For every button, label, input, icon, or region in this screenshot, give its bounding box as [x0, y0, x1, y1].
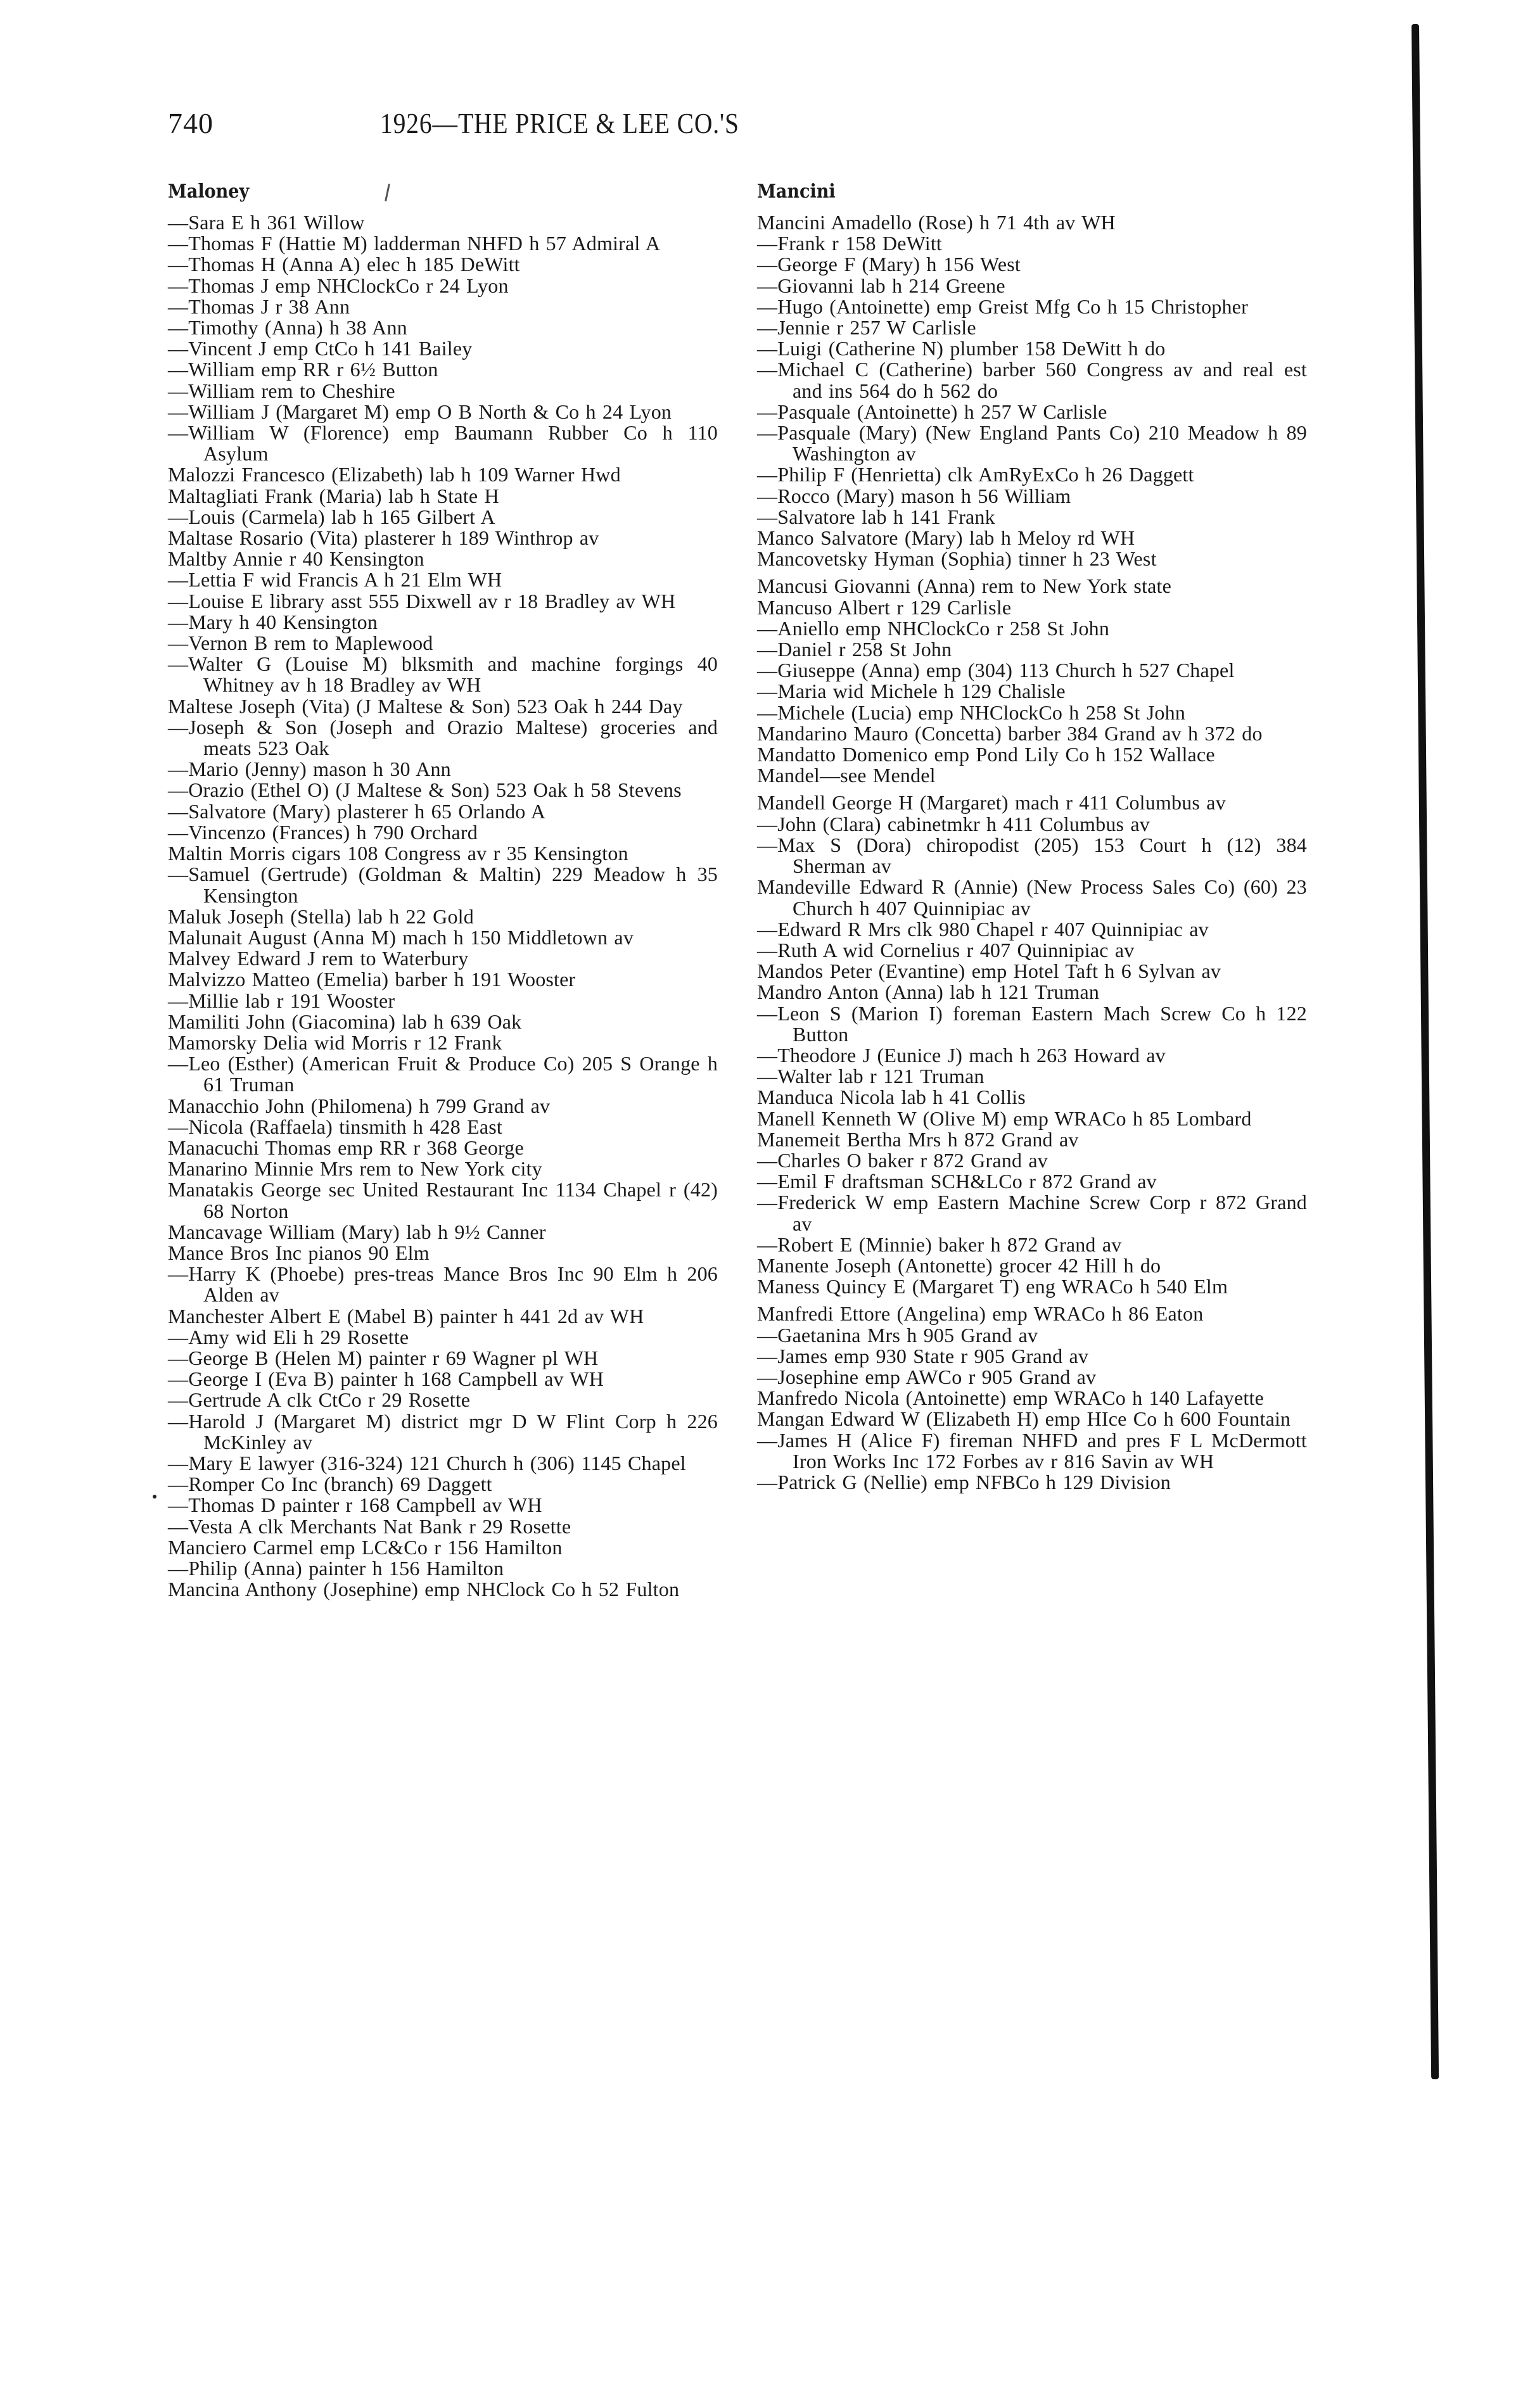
directory-entry: Malunait August (Anna M) mach h 150 Middletown av — [168, 925, 634, 949]
right-column — [757, 181, 1307, 1493]
directory-entry: Manatakis George sec United Restaurant Inc 1134 Chapel r (42) 68 Norton — [168, 1178, 718, 1222]
running-title: 1926—THE PRICE & LEE CO.'S — [380, 107, 739, 139]
directory-entry: —Walter lab r 121 Truman — [757, 1065, 985, 1088]
left-column — [168, 181, 718, 1600]
directory-entry: —Giuseppe (Anna) emp (304) 113 Church h 527 Chapel — [757, 659, 1235, 682]
directory-entry: Manfredo Nicola (Antoinette) emp WRACo h 140 Lafayette — [757, 1386, 1264, 1410]
directory-entry: —Thomas H (Anna A) elec h 185 DeWitt — [168, 253, 520, 276]
directory-entry: —George I (Eva B) painter h 168 Campbell av WH — [168, 1367, 604, 1391]
directory-entry: —Thomas J emp NHClockCo r 24 Lyon — [168, 274, 509, 297]
directory-entry: —Michael C (Catherine) barber 560 Congress av and real est and ins 564 do h 562 do — [757, 358, 1307, 402]
directory-entry: —Mary E lawyer (316-324) 121 Church h (306) 1145 Chapel — [168, 1451, 686, 1474]
directory-entry: —Max S (Dora) chiropodist (205) 153 Court h (12) 384 Sherman av — [757, 833, 1307, 878]
directory-entry: —William rem to Cheshire — [168, 379, 395, 402]
directory-entry: —Millie lab r 191 Wooster — [168, 989, 395, 1012]
directory-entry: Manacuchi Thomas emp RR r 368 George — [168, 1136, 524, 1159]
directory-entry: —Timothy (Anna) h 38 Ann — [168, 316, 407, 339]
directory-entry: —Gertrude A clk CtCo r 29 Rosette — [168, 1388, 471, 1412]
directory-entry: —Nicola (Raffaela) tinsmith h 428 East — [168, 1115, 502, 1138]
directory-entry: —Harold J (Margaret M) district mgr D W Flint Corp h 226 McKinley av — [168, 1409, 718, 1454]
directory-entry: —William emp RR r 6½ Button — [168, 358, 438, 381]
directory-entry: —Louise E library asst 555 Dixwell av r 18 Bradley av WH — [168, 589, 676, 612]
directory-entries-left — [168, 212, 718, 1600]
directory-entry: —Edward R Mrs clk 980 Chapel r 407 Quinnipiac av — [757, 917, 1209, 941]
directory-entry: Maluk Joseph (Stella) lab h 22 Gold — [168, 904, 474, 928]
directory-entry: —Mary h 40 Kensington — [168, 610, 378, 633]
directory-entry: Mamiliti John (Giacomina) lab h 639 Oak — [168, 1010, 522, 1033]
directory-entry: —Pasquale (Antoinette) h 257 W Carlisle — [757, 400, 1107, 423]
directory-entry: —James emp 930 State r 905 Grand av — [757, 1344, 1089, 1367]
directory-entry: Manfredi Ettore (Angelina) emp WRACo h 86 Eaton — [757, 1302, 1204, 1326]
directory-entry: —Salvatore lab h 141 Frank — [757, 505, 995, 528]
directory-entry: —Walter G (Louise M) blksmith and machine forgings 40 Whitney av h 18 Bradley av WH — [168, 652, 718, 697]
directory-entries-right — [757, 212, 1307, 1493]
directory-entry: Maltese Joseph (Vita) (J Maltese & Son) 523 Oak h 244 Day — [168, 694, 683, 718]
directory-entry: Malvizzo Matteo (Emelia) barber h 191 Wooster — [168, 968, 576, 991]
surname-heading: Maloney — [168, 181, 250, 203]
directory-entry: —Philip F (Henrietta) clk AmRyExCo h 26 Daggett — [757, 463, 1194, 486]
directory-entry: —Vincent J emp CtCo h 141 Bailey — [168, 337, 473, 360]
directory-entry: —James H (Alice F) fireman NHFD and pres F L McDermott Iron Works Inc 172 Forbes av r 816 Savin av WH — [757, 1428, 1307, 1473]
directory-entry: Mancini Amadello (Rose) h 71 4th av WH — [757, 211, 1116, 234]
directory-entry: —Amy wid Eli h 29 Rosette — [168, 1325, 409, 1348]
directory-entry: —Maria wid Michele h 129 Chalisle — [757, 680, 1066, 703]
directory-entry: —Salvatore (Mary) plasterer h 65 Orlando A — [168, 799, 546, 823]
scan-edge-bar — [1411, 24, 1439, 2079]
directory-entry: Manciero Carmel emp LC&Co r 156 Hamilton — [168, 1535, 563, 1559]
directory-entry: Manco Salvatore (Mary) lab h Meloy rd WH — [757, 526, 1135, 550]
directory-entry: —Vernon B rem to Maplewood — [168, 631, 433, 655]
directory-entry: Maltby Annie r 40 Kensington — [168, 547, 424, 571]
directory-entry: —Hugo (Antoinette) emp Greist Mfg Co h 15 Christopher — [757, 295, 1248, 318]
directory-entry: Mancusi Giovanni (Anna) rem to New York state — [757, 574, 1171, 598]
directory-entry: —Emil F draftsman SCH&LCo r 872 Grand av — [757, 1170, 1157, 1193]
directory-entry: —Samuel (Gertrude) (Goldman & Maltin) 229 Meadow h 35 Kensington — [168, 863, 718, 907]
directory-entry: —Patrick G (Nellie) emp NFBCo h 129 Division — [757, 1470, 1171, 1493]
directory-entry: Mancina Anthony (Josephine) emp NHClock Co h 52 Fulton — [168, 1578, 680, 1601]
directory-entry: —George B (Helen M) painter r 69 Wagner pl WH — [168, 1346, 599, 1369]
directory-entry: —Thomas D painter r 168 Campbell av WH — [168, 1493, 542, 1517]
directory-entry: —Aniello emp NHClockCo r 258 St John — [757, 616, 1110, 640]
directory-entry: Manacchio John (Philomena) h 799 Grand av — [168, 1094, 551, 1117]
directory-entry: —William W (Florence) emp Baumann Rubber Co h 110 Asylum — [168, 421, 718, 466]
directory-entry: —Sara E h 361 Willow — [168, 211, 365, 234]
directory-entry: Mandatto Domenico emp Pond Lily Co h 152 Wallace — [757, 743, 1215, 766]
directory-entry: —Mario (Jenny) mason h 30 Ann — [168, 757, 451, 781]
directory-entry: —Theodore J (Eunice J) mach h 263 Howard av — [757, 1043, 1166, 1067]
directory-entry: Manchester Albert E (Mabel B) painter h 441 2d av WH — [168, 1304, 644, 1328]
directory-entry: —Charles O baker r 872 Grand av — [757, 1148, 1048, 1172]
directory-entry: Maltagliati Frank (Maria) lab h State H — [168, 484, 499, 507]
directory-entry: —Daniel r 258 St John — [757, 638, 952, 661]
directory-entry: Mance Bros Inc pianos 90 Elm — [168, 1241, 430, 1264]
directory-entry: Mangan Edward W (Elizabeth H) emp HIce Co h 600 Fountain — [757, 1407, 1291, 1431]
directory-entry: —Robert E (Minnie) baker h 872 Grand av — [757, 1233, 1122, 1256]
directory-entry: —Gaetanina Mrs h 905 Grand av — [757, 1323, 1038, 1347]
directory-entry: Malvey Edward J rem to Waterbury — [168, 947, 469, 970]
directory-entry: Manarino Minnie Mrs rem to New York city — [168, 1157, 542, 1181]
directory-entry: Mandarino Mauro (Concetta) barber 384 Grand av h 372 do — [757, 721, 1263, 745]
directory-entry: Maltin Morris cigars 108 Congress av r 35 Kensington — [168, 842, 628, 865]
directory-entry: Maness Quincy E (Margaret T) eng WRACo h 540 Elm — [757, 1275, 1228, 1298]
directory-entry: —Harry K (Phoebe) pres-treas Mance Bros Inc 90 Elm h 206 Alden av — [168, 1262, 718, 1307]
directory-entry: Manduca Nicola lab h 41 Collis — [757, 1086, 1026, 1109]
surname-heading: Mancini — [757, 181, 836, 203]
directory-entry: —Luigi (Catherine N) plumber 158 DeWitt h do — [757, 337, 1166, 360]
directory-entry: Malozzi Francesco (Elizabeth) lab h 109 Warner Hwd — [168, 463, 621, 486]
directory-entry: Maltase Rosario (Vita) plasterer h 189 Winthrop av — [168, 526, 599, 550]
directory-entry: —Giovanni lab h 214 Greene — [757, 274, 1005, 297]
directory-entry: Mandeville Edward R (Annie) (New Process Sales Co) (60) 23 Church h 407 Quinnipiac av — [757, 875, 1307, 920]
directory-entry: —John (Clara) cabinetmkr h 411 Columbus av — [757, 812, 1150, 835]
directory-entry: Manell Kenneth W (Olive M) emp WRACo h 85 Lombard — [757, 1106, 1252, 1130]
directory-entry: —Thomas F (Hattie M) ladderman NHFD h 57 Admiral A — [168, 232, 661, 255]
directory-entry: —Leon S (Marion I) foreman Eastern Mach Screw Co h 122 Button — [757, 1001, 1307, 1046]
directory-entry: —Rocco (Mary) mason h 56 William — [757, 484, 1071, 507]
directory-entry: —Jennie r 257 W Carlisle — [757, 316, 976, 339]
directory-entry: —Joseph & Son (Joseph and Orazio Maltese) groceries and meats 523 Oak — [168, 715, 718, 760]
directory-entry: —Louis (Carmela) lab h 165 Gilbert A — [168, 505, 495, 528]
directory-entry: Mandel—see Mendel — [757, 764, 936, 787]
directory-entry: Mandos Peter (Evantine) emp Hotel Taft h 6 Sylvan av — [757, 960, 1221, 983]
directory-entry: —Orazio (Ethel O) (J Maltese & Son) 523 Oak h 58 Stevens — [168, 778, 682, 802]
directory-entry: —Frederick W emp Eastern Machine Screw Corp r 872 Grand av — [757, 1191, 1307, 1235]
directory-entry: —Vincenzo (Frances) h 790 Orchard — [168, 820, 478, 844]
directory-entry: Mamorsky Delia wid Morris r 12 Frank — [168, 1030, 502, 1054]
directory-entry: —Frank r 158 DeWitt — [757, 232, 943, 255]
directory-entry: —Vesta A clk Merchants Nat Bank r 29 Rosette — [168, 1514, 571, 1538]
directory-entry: Mandell George H (Margaret) mach r 411 Columbus av — [757, 791, 1226, 814]
directory-entry: —Michele (Lucia) emp NHClockCo h 258 St John — [757, 700, 1186, 724]
directory-entry: —Pasquale (Mary) (New England Pants Co) 210 Meadow h 89 Washington av — [757, 421, 1307, 466]
directory-entry: Manemeit Bertha Mrs h 872 Grand av — [757, 1127, 1079, 1151]
directory-entry: Mandro Anton (Anna) lab h 121 Truman — [757, 980, 1100, 1004]
page-number: 740 — [168, 107, 213, 139]
scan-artifact-dot — [153, 1495, 156, 1499]
directory-entry: Mancavage William (Mary) lab h 9½ Canner — [168, 1220, 546, 1243]
directory-entry: —Leo (Esther) (American Fruit & Produce Co) 205 S Orange h 61 Truman — [168, 1052, 718, 1096]
directory-entry: Mancuso Albert r 129 Carlisle — [757, 595, 1012, 619]
directory-entry: —George F (Mary) h 156 West — [757, 253, 1021, 276]
directory-entry: —Josephine emp AWCo r 905 Grand av — [757, 1365, 1097, 1388]
directory-entry: —Philip (Anna) painter h 156 Hamilton — [168, 1557, 504, 1580]
directory-entry: Manente Joseph (Antonette) grocer 42 Hill h do — [757, 1253, 1161, 1277]
directory-entry: —Thomas J r 38 Ann — [168, 295, 350, 318]
directory-entry: —Lettia F wid Francis A h 21 Elm WH — [168, 568, 502, 592]
directory-entry: —William J (Margaret M) emp O B North & Co h 24 Lyon — [168, 400, 672, 423]
directory-entry: —Romper Co Inc (branch) 69 Daggett — [168, 1473, 492, 1496]
directory-entry: Mancovetsky Hyman (Sophia) tinner h 23 West — [757, 547, 1157, 571]
directory-entry: —Ruth A wid Cornelius r 407 Quinnipiac av — [757, 938, 1135, 961]
